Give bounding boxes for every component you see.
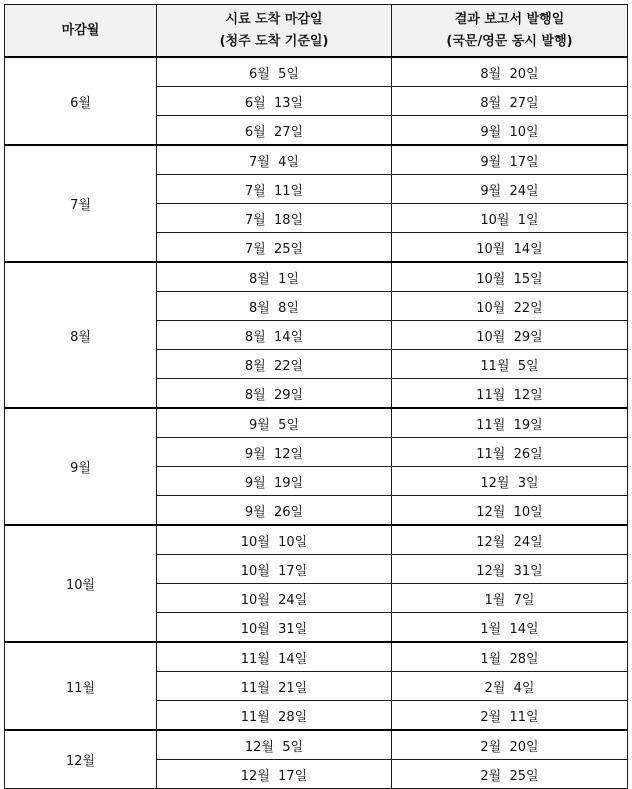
deadline-month-cell: 11월: [5, 642, 157, 730]
arrival-deadline-cell: 8월 29일: [157, 379, 392, 409]
report-issue-date-cell: 11월 19일: [392, 408, 628, 438]
report-issue-date-cell: 10월 1일: [392, 204, 628, 233]
arrival-deadline-cell: 6월 27일: [157, 116, 392, 146]
deadline-month-cell: 6월: [5, 57, 157, 145]
report-issue-date-cell: 2월 25일: [392, 760, 628, 789]
header-report-line2: (국문/영문 동시 발행): [446, 33, 573, 49]
report-issue-date-cell: 1월 14일: [392, 613, 628, 643]
deadline-month-cell: 9월: [5, 408, 157, 525]
report-issue-date-cell: 11월 26일: [392, 438, 628, 467]
arrival-deadline-cell: 8월 14일: [157, 321, 392, 350]
arrival-deadline-cell: 9월 12일: [157, 438, 392, 467]
report-issue-date-cell: 8월 27일: [392, 87, 628, 116]
arrival-deadline-cell: 9월 5일: [157, 408, 392, 438]
report-issue-date-cell: 10월 15일: [392, 262, 628, 292]
header-report-issue-date: [392, 5, 628, 58]
deadline-month-cell: 10월: [5, 525, 157, 642]
arrival-deadline-cell: 9월 26일: [157, 496, 392, 526]
report-issue-date-cell: 10월 14일: [392, 233, 628, 263]
arrival-deadline-cell: 11월 21일: [157, 672, 392, 701]
table-row: [5, 145, 628, 175]
header-report-line1: 결과 보고서 발행일: [454, 11, 565, 27]
header-row: [5, 5, 628, 58]
deadline-month-cell: 7월: [5, 145, 157, 262]
header-arrival-line2: (청주 도착 기준일): [219, 33, 329, 49]
table-row: [5, 57, 628, 87]
table-row: [5, 262, 628, 292]
table-row: [5, 525, 628, 555]
report-issue-date-cell: 9월 24일: [392, 175, 628, 204]
report-issue-date-cell: 10월 29일: [392, 321, 628, 350]
arrival-deadline-cell: 7월 11일: [157, 175, 392, 204]
report-issue-date-cell: 10월 22일: [392, 292, 628, 321]
report-issue-date-cell: 1월 28일: [392, 642, 628, 672]
deadline-month-cell: 8월: [5, 262, 157, 408]
report-issue-date-cell: 12월 10일: [392, 496, 628, 526]
report-issue-date-cell: 11월 12일: [392, 379, 628, 409]
report-issue-date-cell: 2월 20일: [392, 730, 628, 760]
arrival-deadline-cell: 10월 31일: [157, 613, 392, 643]
arrival-deadline-cell: 7월 25일: [157, 233, 392, 263]
arrival-deadline-cell: 12월 17일: [157, 760, 392, 789]
arrival-deadline-cell: 10월 10일: [157, 525, 392, 555]
arrival-deadline-cell: 10월 24일: [157, 584, 392, 613]
deadline-month-cell: 12월: [5, 730, 157, 789]
table-row: [5, 642, 628, 672]
table-row: [5, 408, 628, 438]
arrival-deadline-cell: 11월 14일: [157, 642, 392, 672]
report-issue-date-cell: 9월 17일: [392, 145, 628, 175]
report-issue-date-cell: 12월 31일: [392, 555, 628, 584]
report-issue-date-cell: 8월 20일: [392, 57, 628, 87]
arrival-deadline-cell: 12월 5일: [157, 730, 392, 760]
schedule-body: [5, 57, 628, 789]
arrival-deadline-cell: 8월 1일: [157, 262, 392, 292]
header-sample-arrival-deadline: [157, 5, 392, 58]
schedule-table-container: [4, 4, 628, 789]
report-issue-date-cell: 1월 7일: [392, 584, 628, 613]
report-issue-date-cell: 12월 24일: [392, 525, 628, 555]
arrival-deadline-cell: 8월 22일: [157, 350, 392, 379]
arrival-deadline-cell: 6월 13일: [157, 87, 392, 116]
report-issue-date-cell: 2월 4일: [392, 672, 628, 701]
schedule-table: [4, 4, 628, 789]
report-issue-date-cell: 11월 5일: [392, 350, 628, 379]
arrival-deadline-cell: 7월 18일: [157, 204, 392, 233]
arrival-deadline-cell: 6월 5일: [157, 57, 392, 87]
arrival-deadline-cell: 10월 17일: [157, 555, 392, 584]
arrival-deadline-cell: 11월 28일: [157, 701, 392, 731]
header-arrival-line1: 시료 도착 마감일: [225, 11, 323, 27]
header-deadline-month: 마감월: [5, 5, 157, 58]
report-issue-date-cell: 2월 11일: [392, 701, 628, 731]
arrival-deadline-cell: 9월 19일: [157, 467, 392, 496]
arrival-deadline-cell: 8월 8일: [157, 292, 392, 321]
table-row: [5, 730, 628, 760]
report-issue-date-cell: 12월 3일: [392, 467, 628, 496]
report-issue-date-cell: 9월 10일: [392, 116, 628, 146]
arrival-deadline-cell: 7월 4일: [157, 145, 392, 175]
